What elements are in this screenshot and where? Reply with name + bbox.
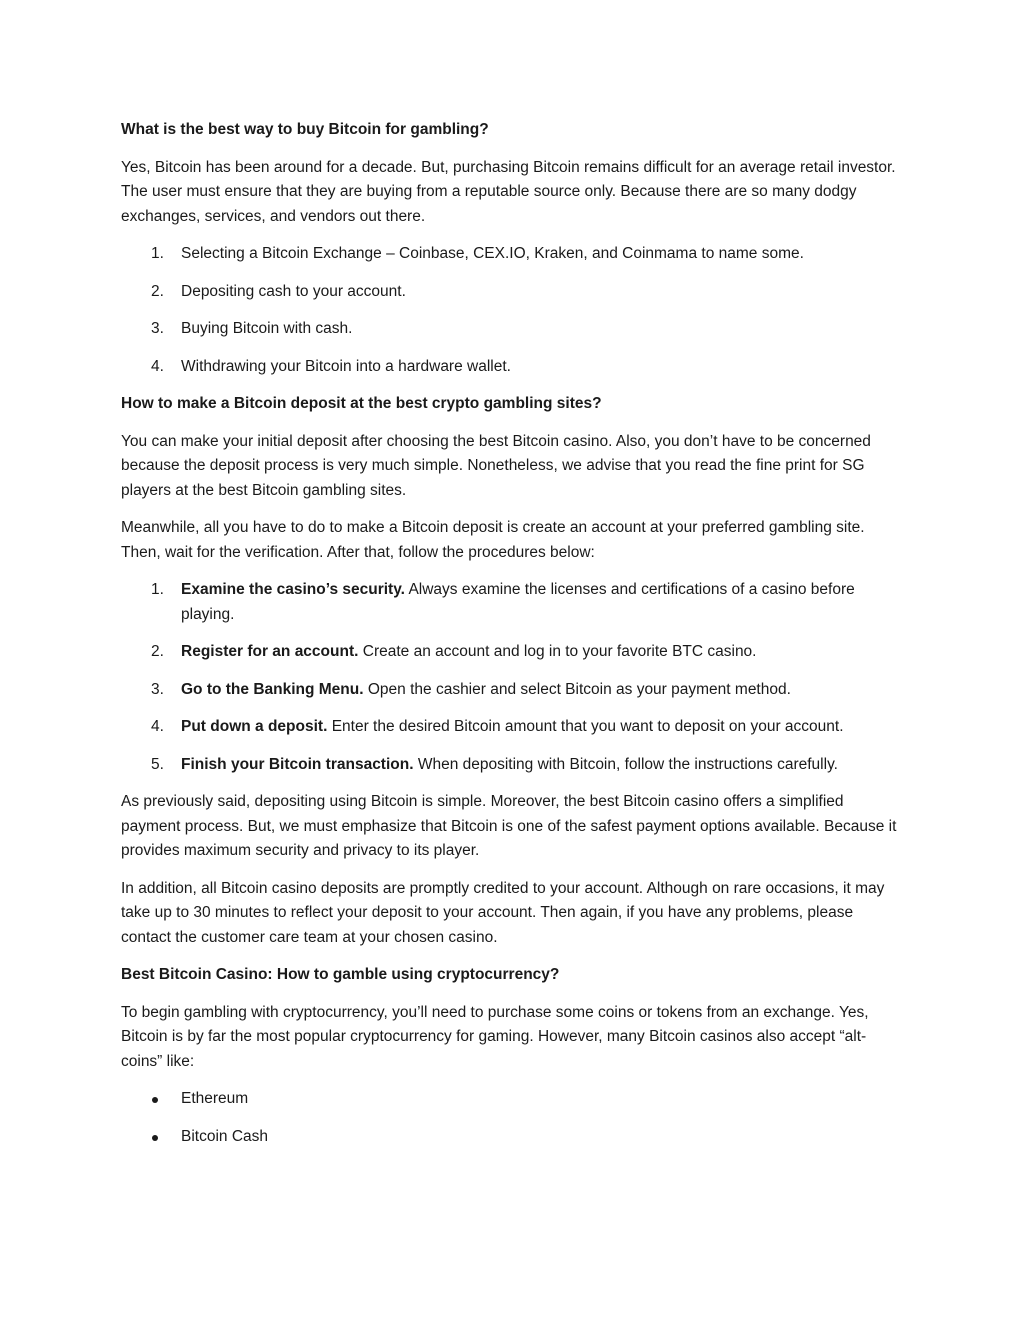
list-number: 3. <box>151 680 164 698</box>
list-item-text: When depositing with Bitcoin, follow the instructions carefully. <box>413 755 838 773</box>
list-item <box>121 578 906 627</box>
list-number: 2. <box>151 643 164 660</box>
list-item <box>121 640 906 665</box>
paragraph-deposit-credited: In addition, all Bitcoin casino deposits are promptly credited to your account. Although on rare occasions, it may take up to 30 minutes to reflect your deposit to your account. Then again, if you have any problems, please contact the customer care team at your chosen casino. <box>121 879 885 946</box>
list-number: 1. <box>151 581 164 598</box>
deposit-steps-list <box>121 578 906 777</box>
section-heading-buy-bitcoin: What is the best way to buy Bitcoin for gambling? <box>121 121 489 138</box>
list-number: 2. <box>151 282 164 300</box>
list-item-text: Withdrawing your Bitcoin into a hardware wallet. <box>181 357 511 375</box>
list-item-text: Selecting a Bitcoin Exchange – Coinbase, CEX.IO, Kraken, and Coinmama to name some. <box>181 245 804 262</box>
list-item-lead: Put down a deposit. <box>181 718 328 735</box>
list-item-text: Buying Bitcoin with cash. <box>181 320 353 337</box>
section-heading-deposit: How to make a Bitcoin deposit at the best crypto gambling sites? <box>121 395 602 412</box>
list-item-text: Enter the desired Bitcoin amount that you want to deposit on your account. <box>327 718 844 735</box>
list-item <box>121 1087 906 1112</box>
list-item <box>121 678 906 703</box>
alt-coins-list <box>121 1087 906 1149</box>
list-number: 3. <box>151 320 164 337</box>
list-number: 4. <box>151 357 164 375</box>
list-item-text: Create an account and log in to your favorite BTC casino. <box>358 643 757 660</box>
document-page <box>121 118 906 1162</box>
bullet-icon <box>152 1135 158 1141</box>
list-item <box>121 242 906 267</box>
list-number: 1. <box>151 245 164 262</box>
list-item <box>121 1125 906 1150</box>
paragraph-deposit-intro: You can make your initial deposit after choosing the best Bitcoin casino. Also, you don’t have to be concerned because the deposit process is very much simple. Nonetheless, we advise that you read the fine print for SG players at the best Bitcoin gambling sites. <box>121 432 871 499</box>
paragraph-deposit-simple: As previously said, depositing using Bitcoin is simple. Moreover, the best Bitcoin casino offers a simplified payment process. But, we must emphasize that Bitcoin is one of the safest payment options available. Because it provides maximum security and privacy to its player. <box>121 793 897 859</box>
buy-bitcoin-steps-list <box>121 242 906 379</box>
list-item-text: Ethereum <box>181 1090 249 1107</box>
list-item-lead: Go to the Banking Menu. <box>181 680 364 698</box>
paragraph-gamble-crypto: To begin gambling with cryptocurrency, you’ll need to purchase some coins or tokens from an exchange. Yes, Bitcoin is by far the most popular cryptocurrency for gaming. However, many Bitcoin casinos also accept “alt-coins” like: <box>121 1003 869 1070</box>
list-item <box>121 753 906 778</box>
list-item-lead: Examine the casino’s security. <box>181 581 405 598</box>
list-item-text: Open the cashier and select Bitcoin as your payment method. <box>363 680 791 698</box>
paragraph-buy-bitcoin-intro: Yes, Bitcoin has been around for a decade. But, purchasing Bitcoin remains difficult for an average retail investor. The user must ensure that they are buying from a reputable source only. Because there are so many dodgy exchanges, services, and vendors out there. <box>121 158 896 225</box>
list-item-lead: Register for an account. <box>181 643 359 660</box>
section-heading-gamble-crypto: Best Bitcoin Casino: How to gamble using cryptocurrency? <box>121 966 560 983</box>
list-item-lead: Finish your Bitcoin transaction. <box>181 755 414 773</box>
paragraph-deposit-procedure: Meanwhile, all you have to do to make a Bitcoin deposit is create an account at your preferred gambling site. Then, wait for the verification. After that, follow the procedures below: <box>121 519 865 561</box>
list-item <box>121 280 906 305</box>
list-item-text: Always examine the licenses and certifications of a casino before playing. <box>181 581 855 623</box>
list-item-text: Bitcoin Cash <box>181 1127 269 1145</box>
list-number: 4. <box>151 718 164 735</box>
list-item <box>121 715 906 740</box>
list-item <box>121 355 906 380</box>
list-number: 5. <box>151 755 164 773</box>
bullet-icon <box>152 1097 158 1103</box>
list-item <box>121 317 906 342</box>
list-item-text: Depositing cash to your account. <box>181 282 406 300</box>
